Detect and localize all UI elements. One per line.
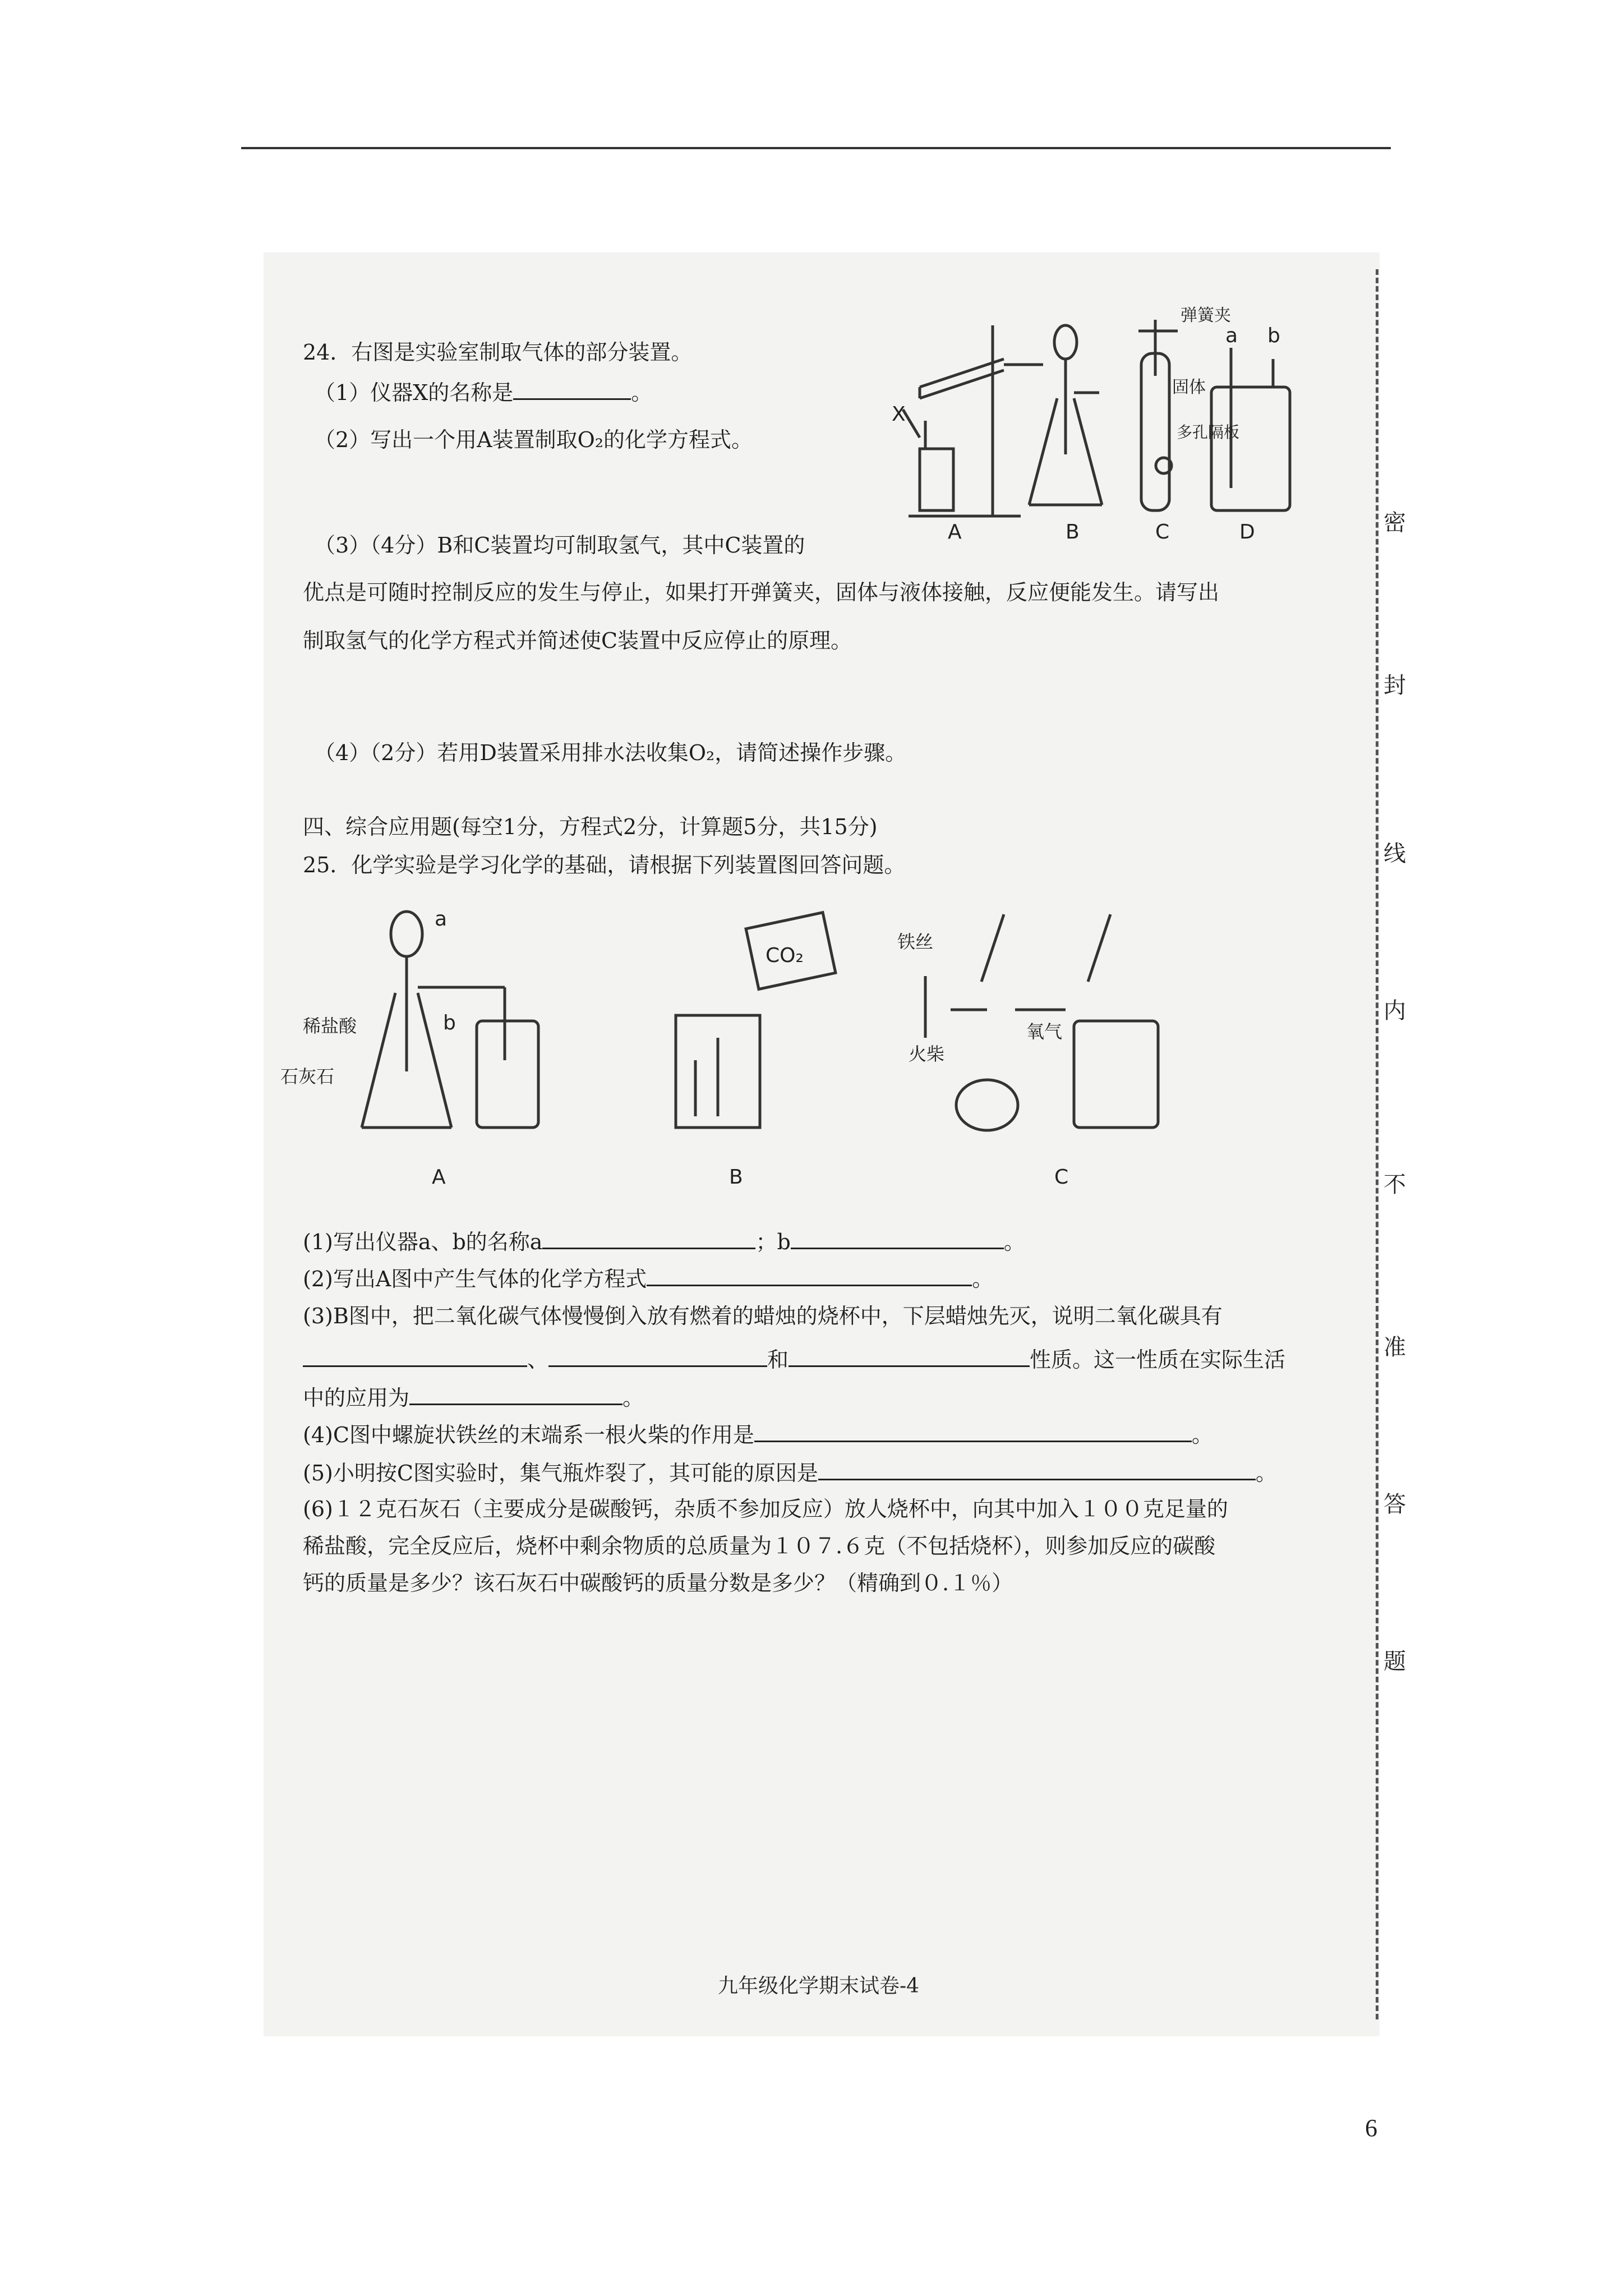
seal-char: 答: [1384, 1492, 1406, 1517]
q25-part6-line1: (6)１２克石灰石（主要成分是碳酸钙，杂质不参加反应）放人烧杯中，向其中加入１００克足量的: [303, 1497, 1228, 1521]
fig25-oxygen: 氧气: [1026, 1021, 1063, 1042]
q24-part4: （4）（2分）若用D装置采用排水法收集O₂，请简述操作步骤。: [314, 740, 907, 765]
fig25-label-c: C: [1054, 1166, 1069, 1189]
q25-part6-line2: 稀盐酸，完全反应后，烧杯中剩余物质的总质量为１０７.６克（不包括烧杯），则参加反应的碳酸: [303, 1534, 1216, 1558]
fig25-iron-wire: 铁丝: [897, 931, 934, 953]
fig24-d-a: a: [1225, 324, 1238, 347]
seal-char: 密: [1384, 510, 1406, 536]
fig24-spring-clip: 弹簧夹: [1181, 306, 1231, 325]
q25-blank-reason[interactable]: [818, 1457, 1256, 1480]
fig24-d-b: b: [1267, 324, 1280, 347]
q25-blank-prop2[interactable]: [548, 1344, 767, 1367]
q25-blank-prop3[interactable]: [789, 1344, 1030, 1367]
fig25-acid: 稀盐酸: [303, 1015, 357, 1037]
q24-stem: 24．右图是实验室制取气体的部分装置。: [303, 340, 693, 365]
fig25-label-b: B: [729, 1166, 743, 1189]
q25-part2: (2)写出A图中产生气体的化学方程式 。: [303, 1263, 993, 1292]
fig24-label-a: A: [948, 521, 962, 544]
page-number: 6: [1365, 2114, 1377, 2142]
fig25-match: 火柴: [909, 1043, 945, 1065]
q25-part6-line3: 钙的质量是多少？该石灰石中碳酸钙的质量分数是多少？（精确到０.１％）: [303, 1571, 1013, 1595]
q24-part3-line1: （3）（4分）B和C装置均可制取氢气，其中C装置的: [314, 533, 805, 558]
fig24-label-d: D: [1239, 521, 1255, 544]
q25-blank-application[interactable]: [409, 1382, 623, 1405]
q25-part3-line1: (3)B图中，把二氧化碳气体慢慢倒入放有燃着的蜡烛的烧杯中，下层蜡烛先灭，说明二氧化碳具有: [303, 1304, 1223, 1328]
q24-blank-x[interactable]: [513, 377, 631, 400]
fig24-plate: 多孔隔板: [1177, 423, 1240, 441]
q25-blank-b[interactable]: [791, 1226, 1004, 1249]
fig24-label-b: B: [1066, 521, 1080, 544]
fig24-label-x: X: [892, 403, 906, 426]
seal-char: 内: [1384, 998, 1406, 1024]
fig25-letter-a: a: [435, 908, 448, 931]
seal-char: 题: [1384, 1649, 1406, 1674]
seal-char: 不: [1384, 1172, 1406, 1198]
figure-24-apparatus: [892, 306, 1312, 544]
fig25-limestone: 石灰石: [280, 1066, 335, 1087]
page-footer: 九年级化学期末试卷-4: [718, 1975, 920, 1998]
apparatus-b: [1029, 325, 1102, 505]
q25-blank-match[interactable]: [754, 1419, 1192, 1442]
q25-part4: (4)C图中螺旋状铁丝的末端系一根火柴的作用是 。: [303, 1419, 1213, 1448]
q25-part3-line2: 、 和 性质。这一性质在实际生活: [303, 1344, 1285, 1373]
fig25-co2: CO₂: [766, 944, 804, 967]
q24-part1: （1）仪器X的名称是 。: [314, 377, 652, 406]
figure-25-apparatus: [280, 892, 1279, 1195]
q24-part2: （2）写出一个用A装置制取O₂的化学方程式。: [314, 427, 753, 452]
seal-char: 线: [1384, 841, 1406, 867]
apparatus-c: [1138, 320, 1178, 510]
fig24-label-c: C: [1155, 521, 1170, 544]
seal-char: 准: [1384, 1335, 1406, 1360]
q24-part3-line3: 制取氢气的化学方程式并简述使C装置中反应停止的原理。: [303, 628, 852, 653]
q25-part5: (5)小明按C图实验时，集气瓶炸裂了，其可能的原因是 。: [303, 1457, 1277, 1487]
fig24-solid: 固体: [1172, 378, 1206, 397]
q25-part3-line3: 中的应用为 。: [303, 1382, 644, 1411]
section-4-heading: 四、综合应用题(每空1分，方程式2分，计算题5分，共15分): [303, 815, 878, 839]
q25-blank-prop1[interactable]: [303, 1344, 527, 1367]
q25-blank-a[interactable]: [542, 1226, 755, 1249]
q25-blank-equation[interactable]: [647, 1263, 972, 1286]
q25-part1: (1)写出仪器a、b的名称a ；b 。: [303, 1226, 1025, 1255]
apparatus-25b: [676, 913, 836, 1128]
seal-char: 封: [1384, 673, 1406, 698]
fig25-letter-b: b: [443, 1011, 456, 1034]
apparatus-a: [903, 325, 1043, 516]
fig25-label-a: A: [432, 1166, 446, 1189]
q24-part3-line2: 优点是可随时控制反应的发生与停止，如果打开弹簧夹，固体与液体接触，反应便能发生。请写出: [303, 580, 1220, 605]
top-rule: [241, 147, 1391, 149]
q25-stem: 25．化学实验是学习化学的基础，请根据下列装置图回答问题。: [303, 853, 906, 877]
